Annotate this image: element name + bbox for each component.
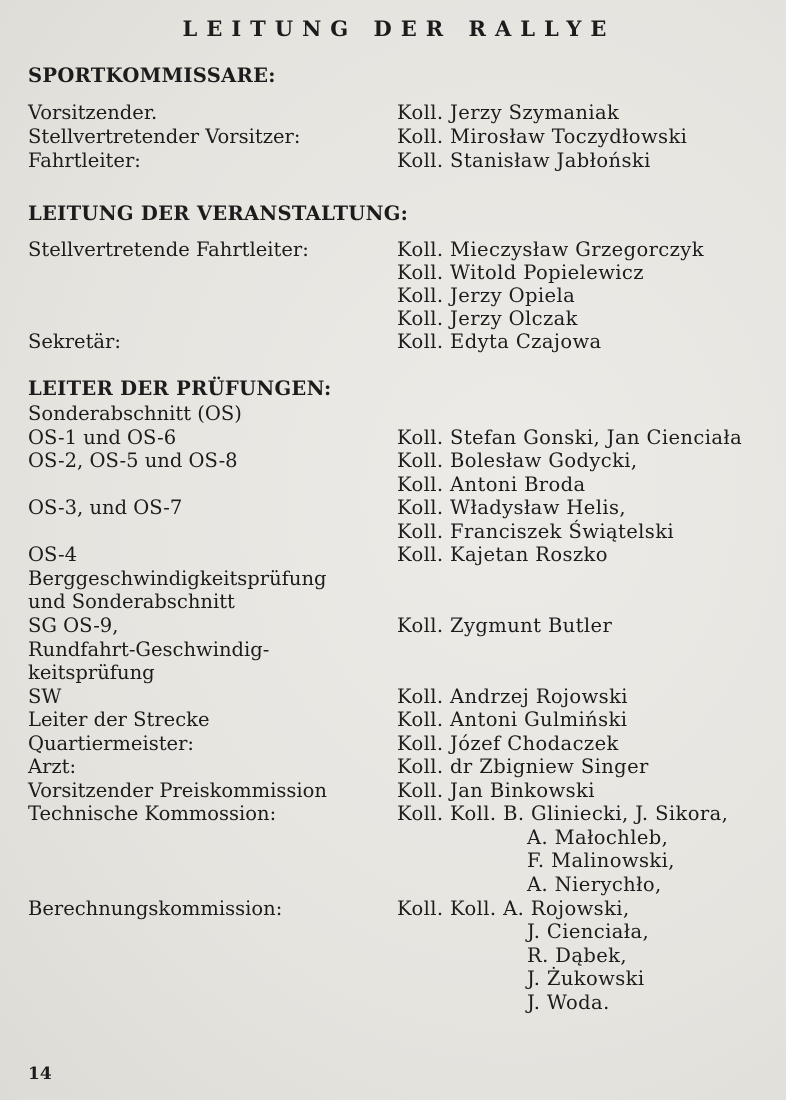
row-value: J. Cienciała, [527, 920, 650, 944]
row-label: Stellvertretender Vorsitzer: [28, 125, 301, 148]
row-label: SW [28, 684, 62, 708]
row-value: Koll. Koll. B. Gliniecki, J. Sikora, [397, 802, 729, 826]
row-value: F. Malinowski, [527, 849, 675, 873]
row-value: Koll. Koll. A. Rojowski, [397, 896, 630, 920]
row-value: Koll. Jan Binkowski [397, 778, 595, 802]
row-label: Sonderabschnitt (OS) [28, 402, 242, 425]
row-value: J. Woda. [527, 990, 610, 1014]
row-label: Rundfahrt-Geschwindig- [28, 637, 270, 661]
row-label: Quartiermeister: [28, 731, 194, 755]
row-value: A. Nierychło, [527, 873, 662, 896]
row-value: Koll. Mieczysław Grzegorczyk [397, 238, 704, 261]
row-value: Koll. Witold Popielewicz [397, 261, 644, 285]
row-label: SG OS-9, [28, 613, 119, 637]
row-label: Vorsitzender Preiskommission [28, 778, 327, 802]
row-value: Koll. Jerzy Olczak [397, 307, 578, 331]
row-label: Berechnungskommission: [28, 896, 283, 920]
row-label: Fahrtleiter: [28, 149, 141, 172]
section-heading-pruefungen: LEITER DER PRÜFUNGEN: [28, 377, 332, 400]
row-value: Koll. Stefan Gonski, Jan Cienciała [397, 425, 743, 449]
row-value: Koll. Zygmunt Butler [397, 613, 613, 637]
row-value: Koll. Józef Chodaczek [397, 731, 619, 755]
row-label: Sekretär: [28, 330, 121, 354]
section-heading-veranstaltung: LEITUNG DER VERANSTALTUNG: [28, 202, 409, 225]
row-value: Koll. Bolesław Godycki, [397, 449, 638, 473]
row-label: OS-2, OS-5 und OS-8 [28, 449, 238, 473]
row-value: Koll. Jerzy Opiela [397, 284, 576, 308]
row-label: OS-1 und OS-6 [28, 425, 177, 449]
row-label: Leiter der Strecke [28, 708, 210, 732]
row-label: Stellvertretende Fahrtleiter: [28, 238, 309, 261]
row-label: Berggeschwindigkeitsprüfung [28, 566, 327, 590]
page-title: LEITUNG DER RALLYE [182, 16, 616, 41]
row-label: keitsprüfung [28, 661, 155, 685]
row-value: Koll. Franciszek Świątelski [397, 519, 675, 543]
page-number: 14 [28, 1064, 52, 1084]
row-value: Koll. Jerzy Szymaniak [397, 101, 620, 124]
row-label: Technische Kommossion: [28, 802, 277, 826]
row-label: und Sonderabschnitt [28, 590, 235, 614]
row-value: Koll. Andrzej Rojowski [397, 684, 628, 708]
row-value: Koll. Mirosław Toczydłowski [397, 125, 688, 148]
row-value: Koll. Stanisław Jabłoński [397, 149, 651, 172]
row-label: OS-3, und OS-7 [28, 496, 183, 520]
row-value: A. Małochleb, [527, 825, 669, 849]
row-label: Arzt: [28, 755, 77, 779]
section-heading-sportkommissare: SPORTKOMMISSARE: [28, 64, 276, 87]
row-value: Koll. Władysław Helis, [397, 496, 627, 520]
row-value: Koll. Antoni Broda [397, 472, 586, 496]
row-value: Koll. dr Zbigniew Singer [397, 755, 649, 779]
row-value: Koll. Kajetan Roszko [397, 543, 608, 567]
row-value: J. Żukowski [527, 967, 645, 991]
row-value: Koll. Edyta Czajowa [397, 330, 602, 354]
row-label: OS-4 [28, 543, 78, 567]
row-value: R. Dąbek, [527, 943, 627, 967]
row-value: Koll. Antoni Gulmiński [397, 708, 628, 732]
row-label: Vorsitzender. [28, 101, 158, 124]
